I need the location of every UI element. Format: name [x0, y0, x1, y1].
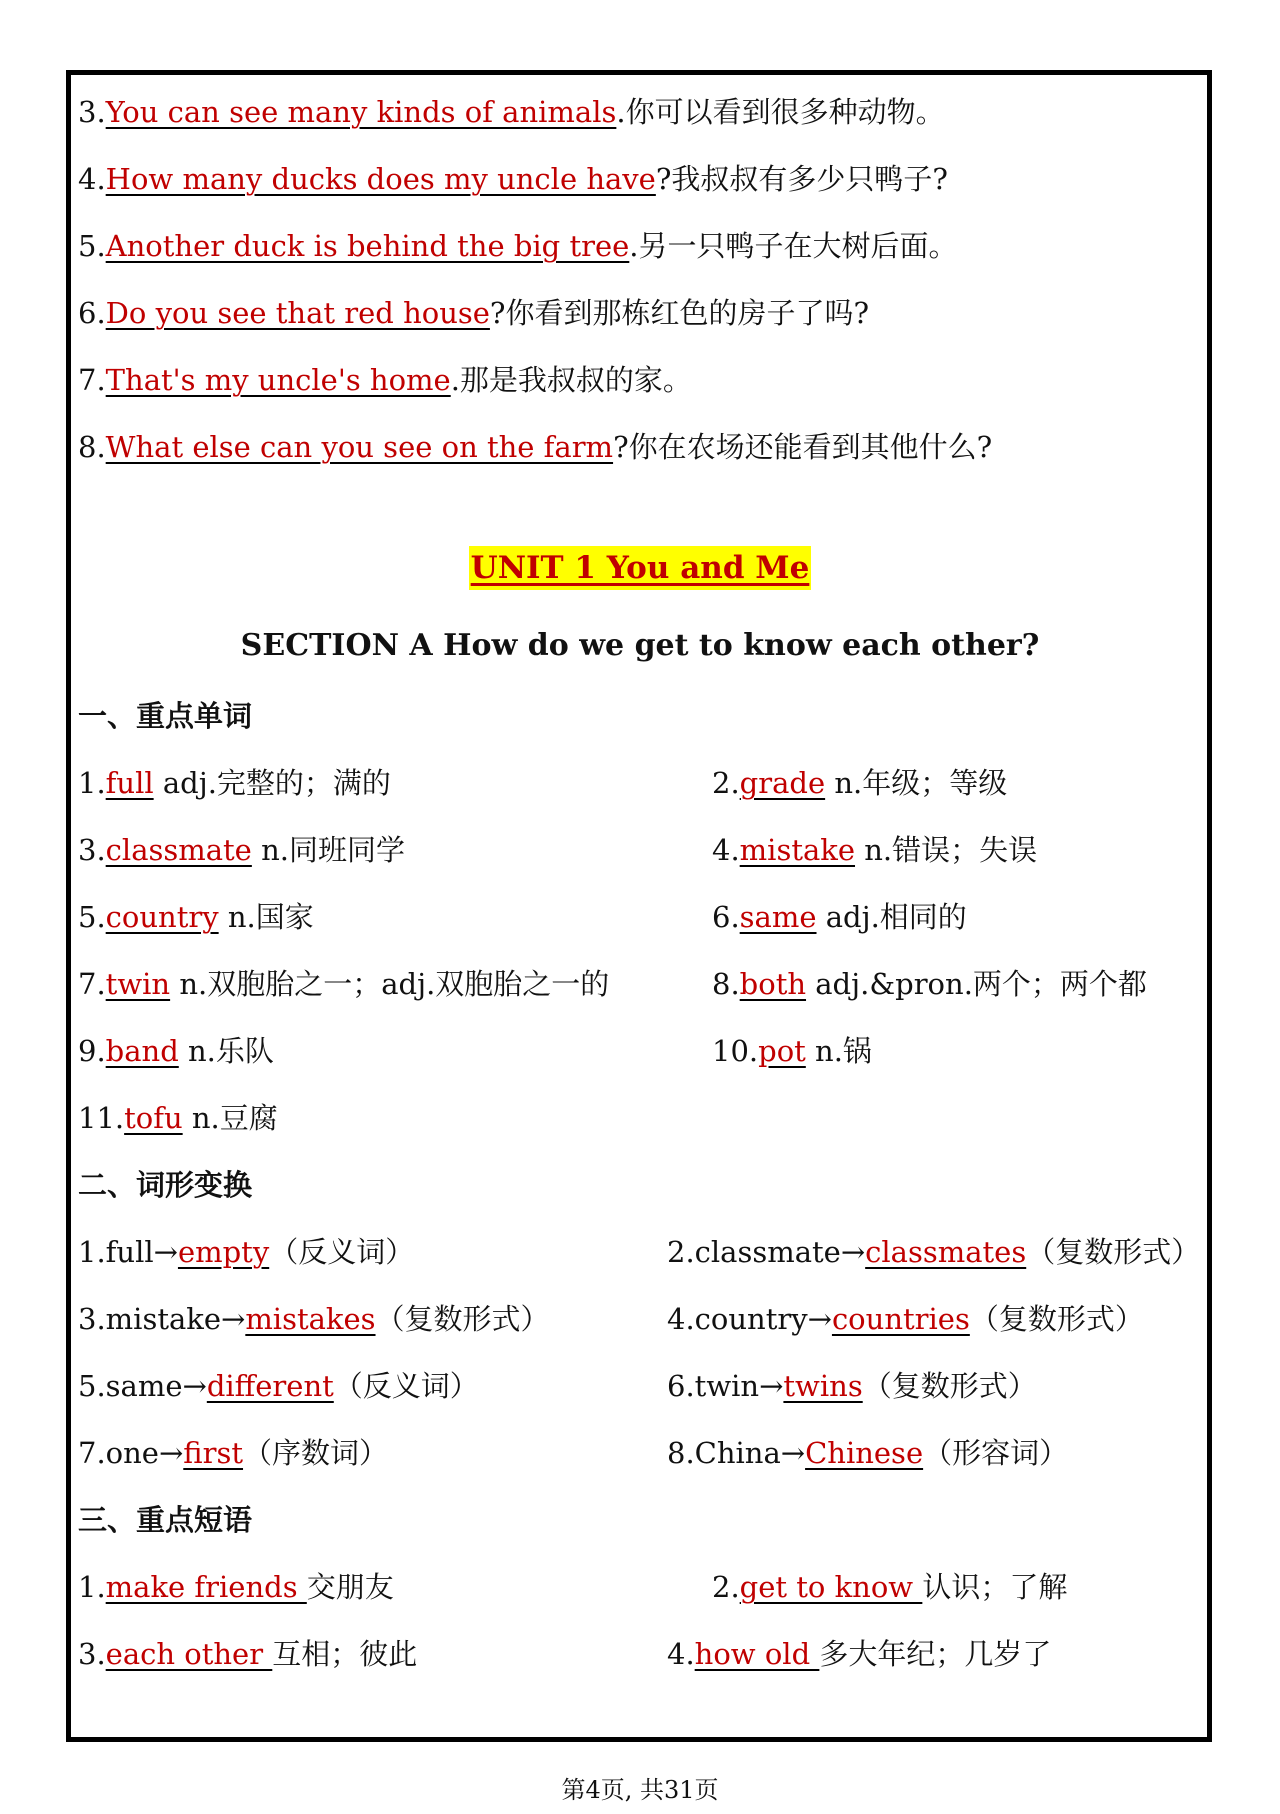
vocab-item: 8.both adj.&pron.两个；两个都: [712, 967, 1147, 1001]
answer: What else can you see on the farm: [105, 430, 614, 464]
sentence-8: 8.What else can you see on the farm?你在农场还能看到其他什么?: [78, 430, 993, 464]
answer: That's my uncle's home: [105, 363, 451, 397]
unit-title: UNIT 1 You and Me: [0, 550, 1280, 586]
phrase-item: 4.how old 多大年纪；几岁了: [667, 1637, 1052, 1671]
sentence-5: 5.Another duck is behind the big tree.另一只鸭子在大树后面。: [78, 229, 958, 263]
sentence-6: 6.Do you see that red house?你看到那栋红色的房子了吗?: [78, 296, 870, 330]
phrase-item: 2.get to know 认识；了解: [712, 1570, 1068, 1604]
vocab-item: 2.grade n.年级；等级: [712, 766, 1008, 800]
vocab-item: 11.tofu n.豆腐: [78, 1101, 278, 1135]
phrase-item: 3.each other 互相；彼此: [78, 1637, 418, 1671]
vocab-item: 6.same adj.相同的: [712, 900, 967, 934]
answer: You can see many kinds of animals: [105, 95, 617, 129]
vocab-item: 3.classmate n.同班同学: [78, 833, 405, 867]
page-number: 第4页, 共31页: [561, 1776, 719, 1804]
vocab-item: 10.pot n.锅: [712, 1034, 872, 1068]
forms-heading: 二、词形变换: [78, 1168, 253, 1202]
sentence-7: 7.That's my uncle's home.那是我叔叔的家。: [78, 363, 692, 397]
sentence-3: 3.You can see many kinds of animals.你可以看到很多种动物。: [78, 95, 945, 129]
form-item: 7.one→first（序数词）: [78, 1436, 389, 1470]
vocab-item: 1.full adj.完整的；满的: [78, 766, 391, 800]
section-title: SECTION A How do we get to know each other?: [240, 628, 1040, 663]
vocab-item: 9.band n.乐队: [78, 1034, 274, 1068]
sentence-4: 4.How many ducks does my uncle have?我叔叔有多少只鸭子?: [78, 162, 948, 196]
form-item: 8.China→Chinese（形容词）: [667, 1436, 1069, 1470]
form-item: 5.same→different（反义词）: [78, 1369, 479, 1403]
form-item: 4.country→countries（复数形式）: [667, 1302, 1144, 1336]
answer: Do you see that red house: [105, 296, 490, 330]
vocab-heading: 一、重点单词: [78, 699, 253, 733]
vocab-item: 7.twin n.双胞胎之一；adj.双胞胎之一的: [78, 967, 610, 1001]
vocab-item: 4.mistake n.错误；失误: [712, 833, 1038, 867]
form-item: 6.twin→twins（复数形式）: [667, 1369, 1037, 1403]
answer: Another duck is behind the big tree: [105, 229, 630, 263]
phrase-item: 1.make friends 交朋友: [78, 1570, 394, 1604]
form-item: 3.mistake→mistakes（复数形式）: [78, 1302, 550, 1336]
form-item: 1.full→empty（反义词）: [78, 1235, 415, 1269]
phrases-heading: 三、重点短语: [78, 1503, 253, 1537]
vocab-item: 5.country n.国家: [78, 900, 314, 934]
answer: How many ducks does my uncle have: [105, 162, 656, 196]
form-item: 2.classmate→classmates（复数形式）: [667, 1235, 1201, 1269]
